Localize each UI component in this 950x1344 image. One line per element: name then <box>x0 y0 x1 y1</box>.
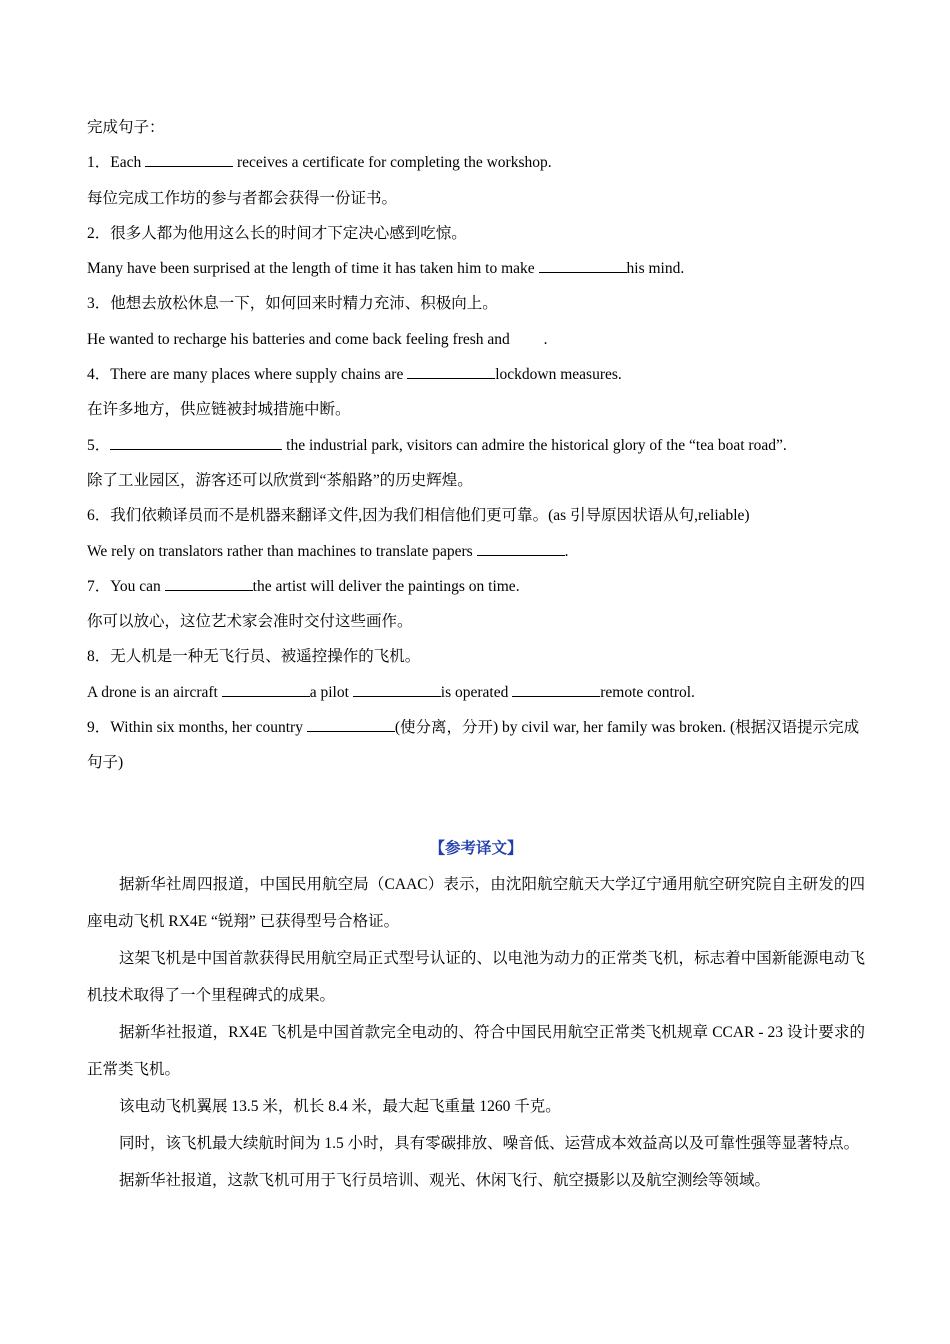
question-1 <box>87 145 865 180</box>
question-text: He wanted to recharge his batteries and come back feeling fresh and <box>87 330 514 348</box>
question-text: receives a certificate for completing the workshop. <box>233 154 552 172</box>
question-number: 5． <box>87 436 111 454</box>
reference-paragraph: 同时，该飞机最大续航时间为 1.5 小时，具有零碳排放、噪音低、运营成本效益高以及可靠性强等显著特点。 <box>119 1134 860 1152</box>
question-text: Many have been surprised at the length of time it has taken him to make <box>87 260 539 278</box>
reference-paragraph: 该电动飞机翼展 13.5 米，机长 8.4 米，最大起飞重量 1260 千克。 <box>119 1097 561 1115</box>
question-8 <box>87 639 865 674</box>
question-number: 4． <box>87 366 111 384</box>
translation-1: 每位完成工作坊的参与者都会获得一份证书。 <box>87 189 398 207</box>
question-text: 很多人都为他用这么长的时间才下定决心感到吃惊。 <box>110 224 467 242</box>
answer-blank[interactable] <box>222 682 310 697</box>
answer-blank[interactable] <box>353 682 441 697</box>
exercise-heading: 完成句子： <box>87 119 165 136</box>
question-number: 9． <box>87 719 111 737</box>
answer-blank[interactable] <box>512 682 600 697</box>
question-number: 7． <box>87 577 111 595</box>
answer-blank[interactable] <box>477 541 565 556</box>
reference-title: 【参考译文】 <box>429 839 523 857</box>
question-5 <box>87 428 865 463</box>
answer-blank[interactable] <box>145 152 233 167</box>
sentence-6 <box>87 534 865 569</box>
question-text: A drone is an aircraft <box>87 683 222 701</box>
question-7 <box>87 569 865 604</box>
question-number: 6． <box>87 507 111 525</box>
translation-5: 除了工业园区，游客还可以欣赏到“茶船路”的历史辉煌。 <box>87 471 473 489</box>
question-text: There are many places where supply chains are <box>110 366 408 384</box>
answer-blank[interactable] <box>539 258 627 273</box>
question-text: We rely on translators rather than machines to translate papers <box>87 542 477 560</box>
question-text: the industrial park, visitors can admire the historical glory of the “tea boat road”. <box>282 436 787 454</box>
reference-paragraph: 据新华社周四报道，中国民用航空局（CAAC）表示，由沈阳航空航天大学辽宁通用航空研究院自主研发的四座电动飞机 RX4E “锐翔” 已获得型号合格证。 <box>87 875 865 930</box>
question-text: . <box>564 542 569 560</box>
question-text: (使分离，分开) by civil war, her family was broken. (根据汉语提示完成句子) <box>87 719 860 772</box>
reference-paragraph: 据新华社报道，这款飞机可用于飞行员培训、观光、休闲飞行、航空摄影以及航空测绘等领域。 <box>119 1171 771 1189</box>
answer-blank[interactable] <box>407 364 495 379</box>
question-3 <box>87 286 865 321</box>
document-page <box>87 110 865 1199</box>
question-text: Within six months, her country <box>110 719 307 737</box>
question-9 <box>87 710 865 781</box>
question-2 <box>87 216 865 251</box>
question-text: 无人机是一种无飞行员、被遥控操作的飞机。 <box>110 648 421 666</box>
translation-4: 在许多地方，供应链被封城措施中断。 <box>87 401 351 419</box>
answer-blank[interactable] <box>165 576 253 591</box>
question-text: . <box>543 330 548 348</box>
answer-blank[interactable] <box>307 717 395 732</box>
question-number: 3． <box>87 295 111 313</box>
question-text: 我们依赖译员而不是机器来翻译文件,因为我们相信他们更可靠。(as 引导原因状语从句,reliable) <box>110 507 750 525</box>
question-number: 8． <box>87 648 111 666</box>
answer-blank[interactable] <box>514 330 544 344</box>
question-text: his mind. <box>626 260 685 278</box>
reference-paragraph: 据新华社报道，RX4E 飞机是中国首款完全电动的、符合中国民用航空正常类飞机规章 CCAR - 23 设计要求的正常类飞机。 <box>87 1023 865 1078</box>
question-text: the artist will deliver the paintings on time. <box>252 577 520 595</box>
reference-paragraph: 这架飞机是中国首款获得民用航空局正式型号认证的、以电池为动力的正常类飞机，标志着中国新能源电动飞机技术取得了一个里程碑式的成果。 <box>87 949 865 1004</box>
question-6 <box>87 498 865 533</box>
sentence-8 <box>87 675 865 710</box>
question-number: 1． <box>87 154 111 172</box>
question-number: 2． <box>87 224 111 242</box>
section-spacer <box>87 781 865 831</box>
question-text: 他想去放松休息一下，如何回来时精力充沛、积极向上。 <box>110 295 498 313</box>
question-text: is operated <box>440 683 513 701</box>
answer-blank[interactable] <box>110 435 282 450</box>
question-text: Each <box>110 154 146 172</box>
question-text: lockdown measures. <box>495 366 622 384</box>
question-text: a pilot <box>309 683 353 701</box>
question-text: remote control. <box>600 683 695 701</box>
sentence-3 <box>87 322 865 357</box>
sentence-2 <box>87 251 865 286</box>
question-text: You can <box>110 577 165 595</box>
translation-7: 你可以放心，这位艺术家会准时交付这些画作。 <box>87 613 413 631</box>
question-4 <box>87 357 865 392</box>
